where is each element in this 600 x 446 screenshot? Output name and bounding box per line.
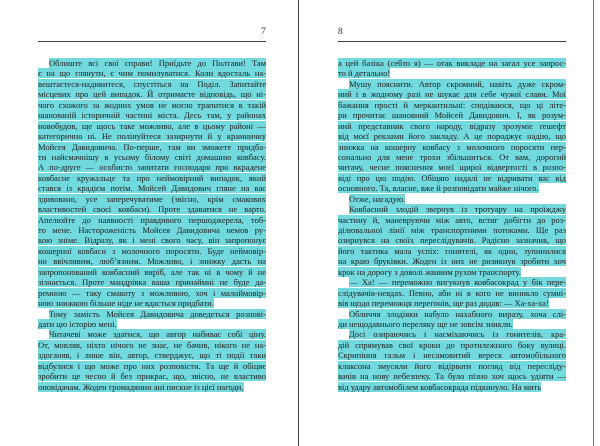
selected-text-run: но ввічливим, люб’язним. Можливо, і знижку дасть на: [38, 256, 266, 267]
selected-text-run: кою зніме. Відразу, як і мені свого часу, він запропонує: [38, 235, 266, 246]
text-line: [338, 131, 566, 141]
page-8: [338, 0, 566, 392]
selected-text-run: зізнається. Проте мандрівка ваша принаймні не буде да-: [38, 277, 266, 288]
text-line: [38, 329, 266, 339]
selected-text-run: властивостей своєї ковбаси). Проте здаватися не варто.: [38, 204, 266, 215]
text-line: [38, 319, 266, 329]
selected-text-run: то й детально!: [338, 68, 391, 79]
selected-text-run: Скрипіння гальм і несамовитий вереск автомобільного: [338, 350, 566, 361]
text-line: [338, 58, 566, 68]
page-7: [38, 0, 266, 392]
selected-text-run: читачу, чесне пояснення моєї щирої відвертості в розпо-: [338, 162, 566, 173]
text-line: [38, 382, 266, 392]
selected-text-run: Обличчя злодіяки набуло нахабного виразу, хоча слі-: [349, 308, 566, 319]
selected-text-run: його тактика мала успіх: гонителі, як один, зупинилися: [338, 245, 566, 256]
text-line: [38, 194, 266, 204]
text-line: [38, 58, 266, 68]
selected-text-run: Апелюйте до наявності правдивого першоджерела, тоб-: [38, 214, 266, 225]
text-line: [38, 89, 266, 99]
text-line: [38, 298, 266, 308]
text-line: [338, 173, 566, 183]
selected-text-run: зробити це чесно й без прикрас, що, звісно, не властиво: [38, 371, 266, 382]
text-line: [38, 350, 266, 360]
selected-text-run: місцевих про цей випадок. Й отримаєте відповідь, що ні-: [38, 89, 266, 100]
selected-text-run: кошерної ковбаси з молочного поросяти. Буде неймовір-: [38, 245, 266, 256]
selected-text-run: ремною — таку смакоту з можливою, хоч і малоймовір-: [38, 287, 266, 298]
selected-text-run: слідувачів-невдах. Певно, аби ні в кого не виникло сумні-: [338, 287, 566, 298]
text-line: [38, 267, 266, 277]
text-line: [338, 89, 566, 99]
text-line: [338, 350, 566, 360]
text-line: [338, 298, 566, 308]
text-line: [338, 225, 566, 235]
selected-text-run: дати цю історію мені.: [38, 318, 117, 329]
selected-text-run: знижка на кошерну ковбасу з молочного поросяти пер-: [338, 141, 566, 152]
window-edge-line: [593, 0, 594, 446]
selected-text-run: запропонований ковбасний виріб, але так ні в чому й не: [38, 266, 266, 277]
selected-text-run: озирнувся на своїх переслідувачів. Радісно зазначив, що: [338, 235, 566, 246]
selected-text-run: ри прочитає шановний Мойсей Давидович. І, як розум-: [338, 110, 566, 121]
text-line: [38, 215, 266, 225]
text-line: [338, 246, 566, 256]
selected-text-run: вів щодо переможця перегонів, ще раз додав: — Ха-ха-ха!: [338, 298, 549, 309]
text-line: [338, 277, 566, 287]
text-line: [338, 267, 566, 277]
text-line: [38, 225, 266, 235]
selected-text-run: то мене. Настороженість Мойсея Давидовича немов ру-: [38, 225, 266, 235]
text-line: [338, 371, 566, 381]
text-line: [338, 382, 566, 392]
text-line: [38, 361, 266, 371]
text-line: [38, 162, 266, 172]
selected-text-run: вачів на нову небезпеку. Та було пізно хоч щось удіяти —: [338, 371, 566, 382]
text-line: [338, 361, 566, 371]
selected-text-run: чого схожого за жодних умов не могло трапитися в такій: [38, 99, 266, 110]
selected-text-run: дій спрямував свої кроки до протилежного боку вулиці.: [338, 339, 566, 350]
selected-text-run: — Ха! — переможно вигукнув ковбасокрад у бік пере-: [349, 277, 566, 288]
selected-text-run: вештаєтеся-надивитеся, спустіться на Поділ. Запитайте: [38, 78, 266, 89]
text-line: [338, 110, 566, 120]
text-line: [338, 256, 566, 266]
selected-text-run: стався із крадієм потім. Мойсей Давидович гляне на вас: [38, 183, 266, 194]
text-line: [38, 340, 266, 350]
selected-text-run: ти найсмачнішу в усьому білому світі домашню ковбасу.: [38, 151, 266, 162]
selected-text-run: а цей базіка (себто я) — отак викладе на загал усе запрос-: [338, 58, 566, 68]
text-line: [38, 173, 266, 183]
selected-text-run: ди нещодавнього переляку ще не зовсім зникли.: [338, 318, 513, 329]
selected-text-run: є на що глянути, є чим помилуватися. Коли вдосталь на-: [38, 68, 266, 79]
text-line: [338, 162, 566, 172]
text-line: [38, 371, 266, 381]
header-rule: [38, 41, 266, 42]
text-line: [38, 121, 266, 131]
selected-text-run: відбулися і що може про них розповісти. Та ще й обіцяє: [38, 360, 266, 371]
text-line: [338, 288, 566, 298]
selected-text-run: От, мовляв, ніхто нічого не знає, не бачив, нікого не на-: [38, 339, 266, 350]
text-line: [338, 329, 566, 339]
text-line: [38, 152, 266, 162]
selected-text-run: віді про цю подію. Обіцяю надалі не відривати вас від: [338, 172, 566, 183]
page-number: 7: [260, 27, 266, 37]
header-rule: [338, 41, 566, 42]
page-divider: [298, 0, 299, 446]
selected-text-run: Ковбасний злодій звернув із тротуару на проїжджу: [349, 204, 566, 215]
text-line: [38, 131, 266, 141]
text-line: [338, 79, 566, 89]
selected-text-run: сонально для мене трохи збільшиться. От вам, дорогий: [338, 151, 566, 162]
text-line: [38, 204, 266, 214]
selected-text-run: ковбасне кружальце та про неймовірний випадок, який: [38, 172, 266, 183]
text-line: [338, 194, 566, 204]
text-line: [338, 235, 566, 245]
selected-text-run: Досі озираючись і насміхаючись із гонителів, кра-: [349, 329, 566, 340]
text-line: [38, 142, 266, 152]
selected-text-run: Мойсея Давидовича. По-перше, там ви зможете придба-: [38, 141, 266, 152]
text-line: [338, 340, 566, 350]
text-line: [338, 309, 566, 319]
text-line: [338, 142, 566, 152]
text-line: [38, 235, 266, 245]
selected-text-run: Отже, нагадую.: [349, 193, 406, 204]
selected-text-run: новобудов, ще щось таке можливо, але в цьому районі —: [38, 120, 266, 131]
selected-text-run: від удару автомобілем ковбасокрада підкинуло. На мить: [338, 381, 542, 392]
text-line: [338, 100, 566, 110]
text-line: [38, 79, 266, 89]
text-line: [38, 68, 266, 78]
selected-text-run: бажання прості й меркантильні: сподіваюся, що ці літе-: [338, 99, 566, 110]
selected-text-run: Облиште всі свої справи! Приїдьте до Полтави! Там: [49, 58, 266, 68]
selected-text-run: ний представник свого народу, відразу зрозуміє ґешефт: [338, 120, 566, 131]
selected-text-run: Читачеві може здатися, що автор набиває собі ціну.: [49, 329, 266, 340]
text-line: [338, 121, 566, 131]
text-line: [38, 277, 266, 287]
selected-text-run: основного. Та, власне, вже й розповідати майже нічого.: [338, 183, 539, 194]
selected-text-run: Тому замість Мойсея Давидовича доведеться розпові-: [49, 308, 266, 319]
text-line: [38, 246, 266, 256]
selected-text-run: Мушу пояснити. Автор скромний, навіть дуже скром-: [349, 78, 566, 89]
selected-text-run: А по-друге — особисто запитати господаря про вкрадене: [38, 162, 266, 173]
selected-text-run: категорично ні. Не полінуйтеся зазирнути й у крамничку: [38, 131, 266, 142]
page-text: [338, 58, 566, 392]
selected-text-run: частину й, маневруючи між авто, встиг добігти до роз-: [338, 214, 566, 225]
page-number: 8: [338, 27, 344, 37]
text-line: [338, 215, 566, 225]
selected-text-run: здивовано, усе заперечуватиме (звісно, крім смакових: [38, 193, 266, 204]
text-line: [38, 183, 266, 193]
selected-text-run: оповідачам. Жоден громадянин ані пискне із цієї нагоди,: [38, 381, 244, 392]
text-line: [38, 110, 266, 120]
selected-text-run: від моєї реклами його закладу. А це породжує надію, що: [338, 131, 566, 142]
text-line: [338, 152, 566, 162]
selected-text-run: на краю бруківки. Жоден із них не ризикнув зробити хоч: [338, 256, 566, 267]
selected-text-run: шанованій історичній частині міста. Десь там, у районах: [38, 110, 266, 121]
page-header: [338, 0, 566, 42]
text-line: [38, 309, 266, 319]
text-line: [338, 183, 566, 193]
selected-text-run: ний і в жодному разі не шукає для себе чужої слави. Мої: [338, 89, 566, 100]
text-line: [338, 204, 566, 214]
selected-text-run: ною знижкою більше ніде не вдасться придбати.: [38, 298, 214, 309]
text-line: [338, 68, 566, 78]
selected-text-run: клаксона змусили його відірвати погляд від пересліду-: [338, 360, 566, 371]
text-line: [338, 319, 566, 329]
selected-text-run: здоганяв, і лише він, автор, стверджує, що ті події таки: [38, 350, 266, 361]
page-text: [38, 58, 266, 392]
page-header: [38, 0, 266, 42]
selected-text-run: крок на дорогу з доволі жвавим рухом транспорту.: [338, 266, 521, 277]
text-line: [38, 100, 266, 110]
selected-text-run: ділювальної лінії між транспортними потоками. Ще раз: [338, 225, 566, 235]
text-line: [38, 256, 266, 266]
text-line: [38, 288, 266, 298]
